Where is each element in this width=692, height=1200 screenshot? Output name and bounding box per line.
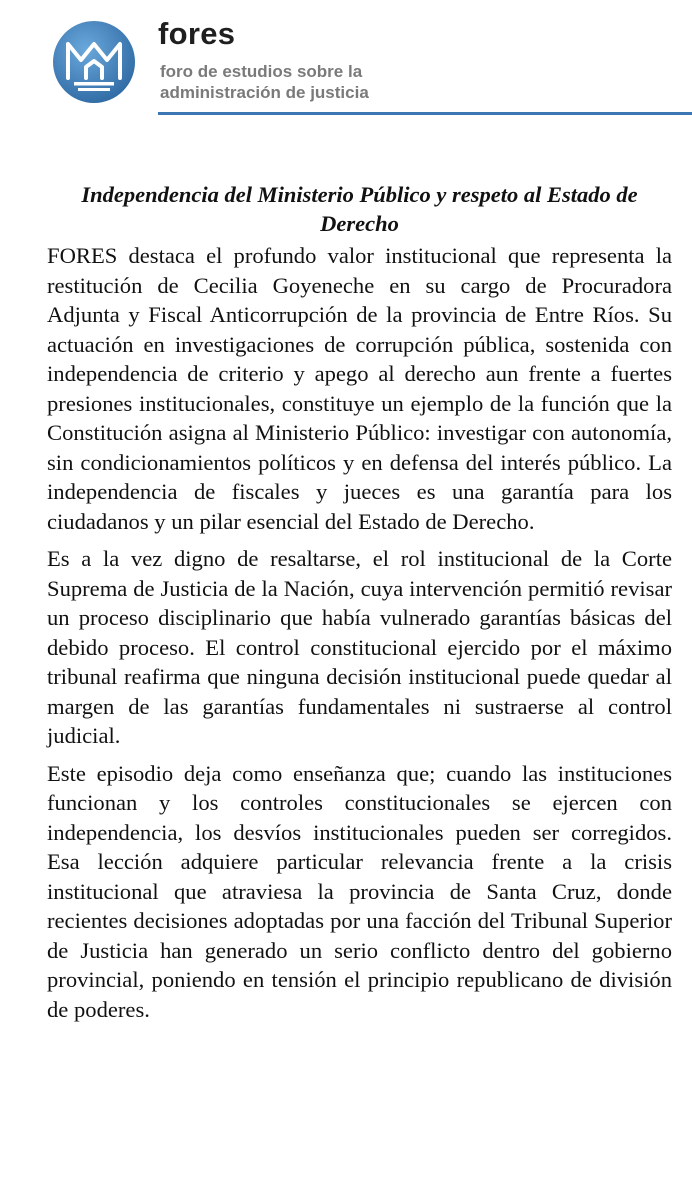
header <box>52 16 672 120</box>
document-title: Independencia del Ministerio Público y respeto al Estado de Derecho <box>81 182 638 236</box>
paragraph-1: FORES destaca el profundo valor institucional que representa la restitución de Cecilia Goyeneche en su cargo de Procuradora Adjunta y Fiscal Anticorrupción de la provincia de Entre Ríos. Su actuación en investigaciones de corrupción pública, sostenida con independencia de criterio y apego al derecho aun frente a fuertes presiones institucionales, constituye un ejemplo de la función que la Constitución asigna al Ministerio Público: investigar con autonomía, sin condicionamientos políticos y en defensa del interés público. La independencia de fiscales y jueces es una garantía para los ciudadanos y un pilar esencial del Estado de Derecho. <box>47 243 672 534</box>
header-divider <box>158 112 692 115</box>
fores-logo-icon <box>52 20 136 104</box>
brand-subtitle <box>160 61 369 103</box>
brand-subtitle-line-1: foro de estudios sobre la <box>160 62 363 81</box>
brand-name: fores <box>158 16 236 51</box>
paragraph-2: Es a la vez digno de resaltarse, el rol institucional de la Corte Suprema de Justicia de la Nación, cuya intervención permitió revisar un proceso disciplinario que había vulnerado garantías básicas del debido proceso. El control constitucional ejercido por el máximo tribunal reafirma que ninguna decisión institucional puede quedar al margen de las garantías fundamentales ni sustraerse al control judicial. <box>47 546 672 748</box>
paragraph-3: Este episodio deja como enseñanza que; cuando las instituciones funcionan y los controles constitucionales se ejercen con independencia, los desvíos institucionales pueden ser corregidos. Esa lección adquiere particular relevancia frente a la crisis institucional que atraviesa la provincia de Santa Cruz, donde recientes decisiones adoptadas por una facción del Tribunal Superior de Justicia han generado un serio conflicto dentro del gobierno provincial, poniendo en tensión el principio republicano de división de poderes. <box>47 760 672 1022</box>
statement-body <box>47 180 672 1032</box>
brand-subtitle-line-2: administración de justicia <box>160 83 369 102</box>
